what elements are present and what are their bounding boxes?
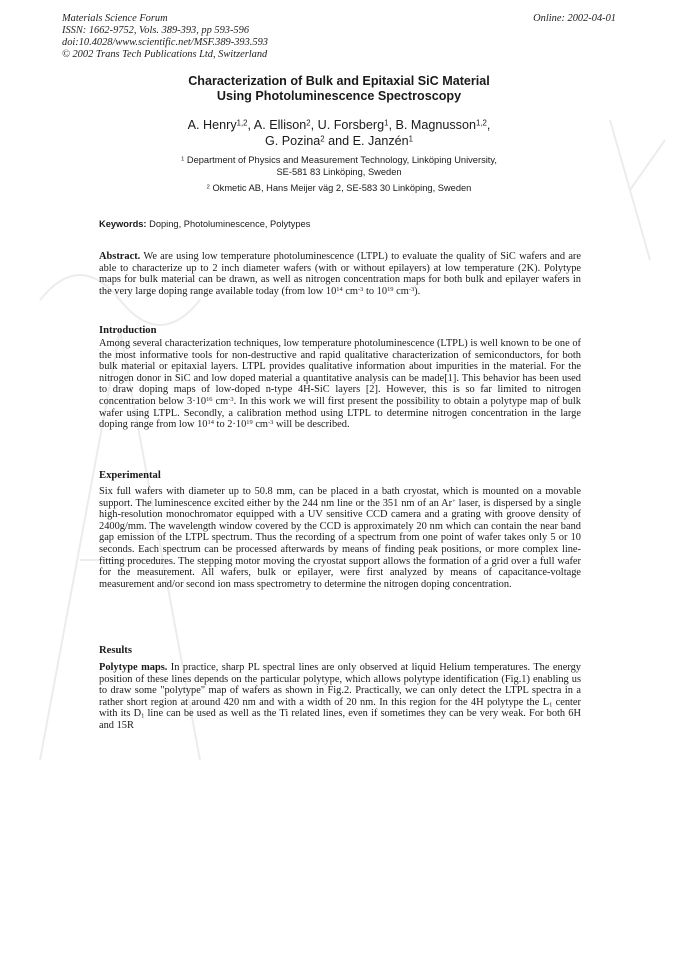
affiliation-text: SE-581 83 Linköping, Sweden	[276, 166, 402, 177]
author-affiliation-mark: 1,2	[476, 118, 487, 128]
author-affiliation-mark: 1	[408, 134, 414, 143]
keywords	[99, 218, 579, 230]
affiliation-mark: 2	[206, 184, 210, 191]
section-heading-introduction: Introduction	[99, 325, 157, 336]
paper-title	[0, 74, 678, 103]
author-affiliation-mark: 1	[384, 118, 389, 128]
affiliation-text: Okmetic AB, Hans Meijer väg 2, SE-583 30 Linköping, Sweden	[212, 183, 472, 193]
results-body: Polytype maps. In practice, sharp PL spectral lines are only observed at liquid Helium temperatures. The energy position of these lines depends on the particular polytype, which allows polytype identification (Fig.1) enabling us to draw some "polytype" map of wafers as shown in Fig.2. Practically, we can only detect the LTPL spectra in a rather short region at around 420 nm and with a width of 20 nm. In this region for the 4H polytype the $L_1$ center with its $D_1$ line can be used as well as the Ti related lines, even if sometimes they can be very weak. For both 6H and 15R	[99, 662, 581, 731]
affiliation-1	[0, 155, 678, 178]
section-heading-results: Results	[99, 645, 132, 656]
author: B. Magnusson	[395, 118, 476, 132]
author: A. Ellison	[253, 118, 307, 132]
abstract-label: Abstract.	[99, 251, 141, 262]
abstract: Abstract. We are using low temperature photoluminescence (LTPL) to evaluate the quality of SiC wafers and are able to characterize up to 2 inch diameter wafers (with or without epilayers) at low temperature (2K). Polytype maps for bulk material can be drawn, as well as nitrogen concentration maps for both bulk and epilayer wafers in the very large doping range available today (from low $10^{14}$ $cm^{-3}$ to $10^{19}$ $cm^{-3}$).	[99, 251, 581, 297]
journal-name: Materials Science Forum	[62, 13, 168, 24]
journal-issn: ISSN: 1662-9752, Vols. 389-393, pp 593-596	[62, 25, 250, 36]
author: E. Janzén	[352, 133, 409, 148]
introduction-body: Among several characterization techniques, low temperature photoluminescence (LTPL) is well known to be one of the most informative tools for non-destructive and rapid qualitative characterization of semiconductors, for both bulk material or epitaxial layers. LTPL provides qualitative information about impurities in the material. For the nitrogen donor in SiC and low doped material a quantitative analysis can be made[1]. This behavior has been used to draw doping maps of low-doped n-type 4H-SiC layers [2]. However, this is so far limited to nitrogen concentration below $3\cdot 10^{16}$ $cm^{-3}$. In this work we will first present the possibility to obtain a polytype map of bulk wafer using LTPL. Secondly, a calibration method using LTPL to determine nitrogen concentration in the large doping range from low $10^{14}$ to $2\cdot 10^{19}$ $cm^{-3}$ will be described.	[99, 338, 582, 431]
author: U. Forsberg	[317, 118, 385, 132]
keywords-label: Keywords:	[99, 219, 147, 229]
author-affiliation-mark: 2	[306, 118, 311, 128]
author: G. Pozina	[264, 133, 321, 148]
author-conjunction: and	[328, 133, 350, 148]
subsection-label: Polytype maps.	[99, 662, 168, 673]
online-date: Online: 2002-04-01	[533, 13, 616, 24]
affiliation-2	[0, 183, 678, 195]
author: A. Henry	[187, 118, 237, 132]
section-heading-experimental: Experimental	[99, 470, 161, 481]
author-affiliation-mark: 2	[320, 134, 325, 143]
author-list: A. Henry$^{1,2}$, A. Ellison$^2$, U. Forsberg$^1$, B. Magnusson$^{1,2}$, G. Pozina$^2$ and E. Janzén$^1$	[187, 118, 491, 148]
experimental-body: Six full wafers with diameter up to 50.8 mm, can be placed in a bath cryostat, which is mounted on a movable support. The luminescence excited either by the 244 nm line or the 351 nm of an Ar+ laser, is dispersed by a single high-resolution monochromator equipped with a UV sensitive CCD camera and a grating with groove density of 2400g/mm. The wavelength window covered by the CCD is approximately 20 nm which can contain the near band gap emission of the LTPL spectrum. Thus the recording of a spectrum from one point of wafer takes only 5 or 10 seconds. Each spectrum can be processed afterwards by means of finding peak positions, or more complex line-fitting procedures. The stepping motor moving the cryostat support allows the formation of a grid over a full wafer for the measurement. All wafers, bulk or epilayer, were first analyzed by means of capacitance-voltage measurement and/or second ion mass spectrometry to determine the nitrogen doping concentration.	[99, 486, 581, 590]
author-affiliation-mark: 1,2	[236, 118, 248, 128]
affiliation-text: Department of Physics and Measurement Technology, Linköping University,	[186, 155, 497, 165]
journal-header	[62, 13, 268, 61]
title-line-1: Characterization of Bulk and Epitaxial SiC Material	[188, 74, 490, 88]
journal-doi[interactable]: doi:10.4028/www.scientific.net/MSF.389-393.593	[62, 37, 268, 48]
affiliation-mark: 1	[181, 156, 185, 163]
journal-copyright: © 2002 Trans Tech Publications Ltd, Switzerland	[62, 49, 268, 60]
title-line-2: Using Photoluminescence Spectroscopy	[216, 88, 462, 103]
keywords-text: Doping, Photoluminescence, Polytypes	[149, 219, 311, 229]
